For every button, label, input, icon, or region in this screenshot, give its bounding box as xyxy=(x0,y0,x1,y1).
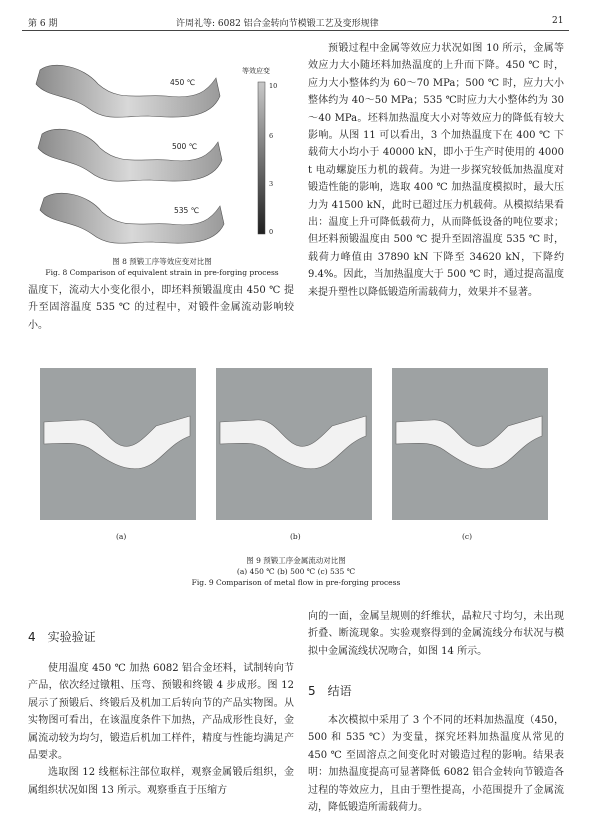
paragraph: 向的一面，金属呈规则的纤维状，晶粒尺寸均匀，未出现折叠、断流现象。实验观察得到的金属流线分布状况与模拟中金属流线状况吻合，如图 14 所示。 xyxy=(308,611,564,657)
paragraph: 预锻过程中金属等效应力状况如图 10 所示，金属等效应力大小随坯料加热温度的上升而下降。450 ℃ 时，应力大小整体约为 60～70 MPa；500 ℃ 时，应力大小整体约为 40～50 MPa；535 ℃时应力大小整体约为 30～40 MPa。坯料加热温度大小对等效应力的降低有较大影响。从图 11 可以看出，3 个加热温度下在 400 ℃ 下载荷大小均小于 40000 kN，即小于生产时使用的 4000 t 电动螺旋压力机的载荷。为进一步探究较低加热温度对锻造性能的影响，选取 400 ℃ 加热温度模拟时，最大压力为 41500 kN，此时已超过压力机载荷。从模拟结果看出：温度上升可降低载荷力，从而降低设备的吨位要求；但坯料预锻温度由 500 ℃ 提升至固溶温度 535 ℃ 时，载荷力峰值由 37890 kN 下降至 34620 kN，下降约 9.4%。因此，当加热温度大于 500 ℃ 时，通过提高温度来提升塑性以降低锻造所需载荷力，效果并不显著。 xyxy=(308,43,564,298)
page-number: 21 xyxy=(552,16,564,26)
left-column-text xyxy=(28,282,294,334)
figure-9-caption-sub: (a) 450 ℃ (b) 500 ℃ (c) 535 ℃ xyxy=(236,567,356,576)
section-4-body xyxy=(28,660,294,799)
forging-shape-500 xyxy=(38,129,222,181)
forging-shape-450 xyxy=(36,65,220,117)
strain-maps xyxy=(28,58,296,248)
section-number: 5 xyxy=(308,684,316,698)
right-bottom-text xyxy=(308,608,564,660)
right-column-text xyxy=(308,40,564,301)
section-title: 结语 xyxy=(327,684,352,698)
figure-8 xyxy=(28,58,296,250)
section-number: 4 xyxy=(28,630,36,644)
figure-8-caption xyxy=(28,256,296,278)
temp-label-535: 535 ℃ xyxy=(174,206,200,215)
flow-panel-c xyxy=(392,368,548,520)
legend-tick-3: 3 xyxy=(269,180,274,188)
figure-9-caption-cn: 图 9 预锻工序金属流动对比图 xyxy=(246,556,346,565)
figure-9-caption xyxy=(28,555,564,588)
header-rule xyxy=(22,30,569,31)
paragraph: 选取图 12 线框标注部位取样，观察金属锻后组织，金属组织状况如图 13 所示。观察垂直于压缩方 xyxy=(28,767,294,796)
figure-9-caption-en: Fig. 9 Comparison of metal flow in pre-forging process xyxy=(191,578,401,587)
paragraph: 使用温度 450 ℃ 加热 6082 铝合金坯料，试制转向节产品，依次经过镦粗、压弯、预锻和终锻 4 步成形。图 12 展示了预锻后、终锻后及机加工后转向节的产品实物图。从实物图可看出，在该温度条件下加热，产品成形性良好，金属流动较为均匀，锻造后机加工样件，精度与性能均满足产品要求。 xyxy=(28,663,294,762)
section-title: 实验验证 xyxy=(47,630,96,644)
flow-panel-a xyxy=(40,368,196,520)
panel-label-a: (a) xyxy=(116,532,127,541)
forging-shape-535 xyxy=(40,193,224,243)
panel-label-b: (b) xyxy=(290,532,301,541)
legend-tick-6: 6 xyxy=(269,132,274,140)
legend-tick-0: 0 xyxy=(269,228,274,236)
page-header xyxy=(0,0,591,30)
issue-number: 第 6 期 xyxy=(28,19,58,29)
running-title: 许周礼等: 6082 铝合金转向节模锻工艺及变形规律 xyxy=(176,19,379,29)
temp-label-500: 500 ℃ xyxy=(172,142,198,151)
figure-9 xyxy=(40,368,550,558)
section-4-heading xyxy=(28,628,96,645)
paragraph: 本次模拟中采用了 3 个不同的坯料加热温度（450，500 和 535 ℃）为变量，探究坯料加热温度从常见的 450 ℃ 至固溶点之间变化时对锻造过程的影响。结果表明：加热温度提高可显著降低 6082 铝合金转向节锻造各过程的等效应力，且由于塑性提高，小范围提升了金属流动，降低锻造所需载荷力。 xyxy=(308,715,564,814)
legend-title: 等效应变 xyxy=(242,67,270,75)
section-5-body xyxy=(308,712,564,816)
legend-colorbar xyxy=(258,82,265,234)
legend-tick-10: 10 xyxy=(269,82,278,90)
figure-8-caption-cn: 图 8 预锻工序等效应变对比图 xyxy=(112,257,212,266)
temp-label-450: 450 ℃ xyxy=(170,78,196,87)
section-5-heading xyxy=(308,682,352,699)
paragraph: 温度下，流动大小变化很小，即坯料预锻温度由 450 ℃ 提升至固溶温度 535 ℃ 的过程中，对锻件金属流动影响较小。 xyxy=(28,285,294,331)
flow-panel-b xyxy=(216,368,372,520)
figure-8-caption-en: Fig. 8 Comparison of equivalent strain in pre-forging process xyxy=(45,268,279,277)
panel-label-c: (c) xyxy=(462,532,473,541)
